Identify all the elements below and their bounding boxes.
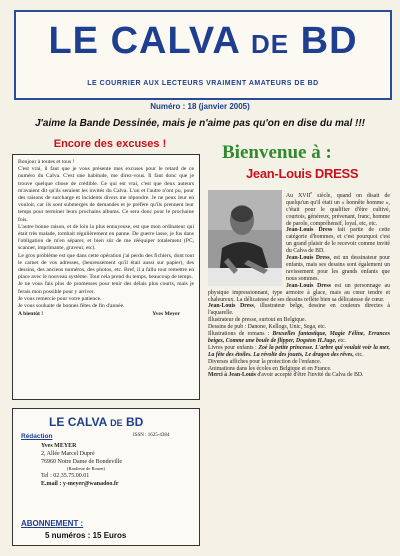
guest-paragraph: Dessins de pub : Danone, Kellogs, Unic, Sega, etc. [208, 324, 327, 331]
guest-name: Jean-Louis DRESS [246, 166, 359, 181]
guest-photo-image [208, 190, 282, 286]
contact-label: Rédaction [21, 433, 53, 440]
excuses-signature: Yves Meyer [152, 311, 180, 318]
contact-logo-bd: BD [126, 415, 144, 429]
tagline: J'aime la Bande Dessinée, mais je n'aime pas qu'on en dise du mal !!! [34, 118, 366, 129]
guest-photo [208, 190, 282, 286]
excuses-title: Encore des excuses ! [53, 138, 167, 150]
excuses-salutation: Bonjour à toutes et tous ! [18, 159, 75, 165]
contact-logo-le: LE [49, 415, 65, 429]
masthead-title-bd: BD [300, 20, 358, 62]
guest-paragraph: Diverses affiches pour la protection de l'enfance. [208, 358, 322, 365]
subscription-label: ABONNEMENT : [21, 519, 84, 528]
contact-issn: ISSN : 1625-4384 [133, 433, 170, 438]
guest-paragraph: Jean-Louis Dress, est un dessinateur pour enfants, mais ses dessins sont également un ravissement pour les grands enfants que nous sommes. [286, 255, 390, 282]
masthead-title-calva: CALVA [110, 20, 240, 62]
contact-logo-de: DE [110, 418, 123, 428]
excuses-paragraph: Je ne vous fais plus de promesses pour tenir des délais plus courts, mais je ferais mon possible pour y arriver. [18, 281, 194, 295]
masthead-title-de: DE [250, 29, 290, 59]
masthead-title-le: LE [48, 20, 99, 62]
guest-paragraph: Au XVIIe siècle, quand on disait de quelqu'un qu'il était un « honnête homme », c'était pour le qualifier d'être cultivé, courtois, généreux, prévenant, franc, homme de parole, compréhensif, loyal, etc, etc. [286, 190, 390, 227]
contact-logo-calva: CALVA [67, 415, 107, 429]
contact-address [41, 442, 191, 488]
guest-paragraph: Illustrateur de presse, surtout en Belgique. [208, 317, 307, 324]
masthead-subtitle: LE COURRIER AUX LECTEURS VRAIMENT AMATEURS DE BD [87, 80, 319, 87]
masthead [14, 10, 392, 100]
subscription-value: 5 numéros : 15 Euros [45, 531, 127, 540]
contact-box [12, 408, 200, 546]
excuses-paragraph: Je vous souhaite de bonnes fêtes de fin d'année. [18, 303, 125, 310]
contact-address-line: 76960 Notre Dame de Bondeville [41, 459, 122, 465]
contact-email[interactable]: E.mail : y-meyer@wanadoo.fr [41, 481, 119, 487]
contact-address-line: (Banlieue de Rouen) [67, 466, 106, 471]
contact-phone: Tel : 02.35.75.00.01 [41, 473, 90, 479]
guest-paragraph: Merci à Jean-Louis d'avoir accepté d'être l'invité du Calva de BD. [208, 372, 364, 379]
excuses-closing: A bientôt ! [18, 311, 44, 318]
excuses-paragraph: C'est vrai, il faut que je vous présente mes excuses pour le retard de ce numéro du Calva. C'est une habitude, me direz-vous. Il faut donc que je trouve quelque chose de crédible. Ce qui est vrai, c'est que deux auteurs m'avaient dit qu'ils seraient les invités du Calva. L'un et l'autre n'ont pu, pour des raisons de surcharge et incidents divers me répondre. Je ne peux leur en vouloir, car ils sont submergés de demandes et je préfère qu'ils prennent leur temps pour terminer leurs prochains albums. Ce sera donc pour le prochaine fois. [18, 166, 194, 223]
excuses-paragraph: Le gros problème est que dans cette opération j'ai perdu des fichiers, dont tout le carnet de vos adresses, (heureusement qu'il était aussi sur papier), des dessins, des anciens numéros, des photos, etc. Bref, il a fallu tout remettre en place avec le nouveau système. Tout cela prend du temps, beaucoup de temps. [18, 252, 194, 281]
excuses-paragraph: Je vous remercie pour votre patience. [18, 295, 102, 302]
contact-address-line: 2, Allée Marcel Dupré [41, 451, 95, 457]
guest-paragraph: Illustrations de romans : Bruxelles fantastique, Magie Féline, Errances beiges, Comme une boule de flipper, Dogston H.Juge, etc. [208, 331, 390, 344]
excuses-box [12, 154, 200, 400]
contact-name: Yves MEYER [41, 443, 77, 449]
contact-logo [49, 415, 143, 429]
welcome-heading: Bienvenue à : [222, 142, 332, 163]
guest-paragraph: Animations dans les écoles en Belgique et en France. [208, 365, 332, 372]
guest-paragraph: Jean-Louis Dress est un personnage au physique impressionnant, type armoire à glace, mais au cœur tendre et chaleureux. La délicatesse de ses dessins reflète bien sa délicatesse de cœur. [208, 282, 390, 303]
excuses-signoff [18, 311, 194, 317]
masthead-title [16, 20, 390, 65]
excuses-paragraph: L'autre bonne raison, et de loin la plus ennuyeuse, est que mon ordinateur qui était très malade, tombait régulièrement en panne. De guerre lasse, je fus dans l'obligation de m'en séparer, et bien sûr de me rééquiper totalement (PC, scanner, imprimante, graveur, etc). [18, 223, 194, 252]
guest-paragraph: Jean-Louis Dress, illustrateur belge, dessine en couleurs directes à l'aquarelle. [208, 303, 390, 317]
guest-paragraph: Livres pour enfants : Zoé la petite princesse. L'arbre qui voulait voir la mer, La fête des étoiles. La révolte des jouets, Le dragon des rêves, etc. [208, 344, 390, 358]
guest-article [208, 190, 390, 552]
issue-number: Numéro : 18 (janvier 2005) [150, 102, 250, 111]
guest-paragraph: Jean-Louis Dress fait partie de cette catégorie d'hommes, et c'est pourquoi c'est un grand plaisir de le recevoir comme invité du Calva de BD. [286, 227, 390, 255]
